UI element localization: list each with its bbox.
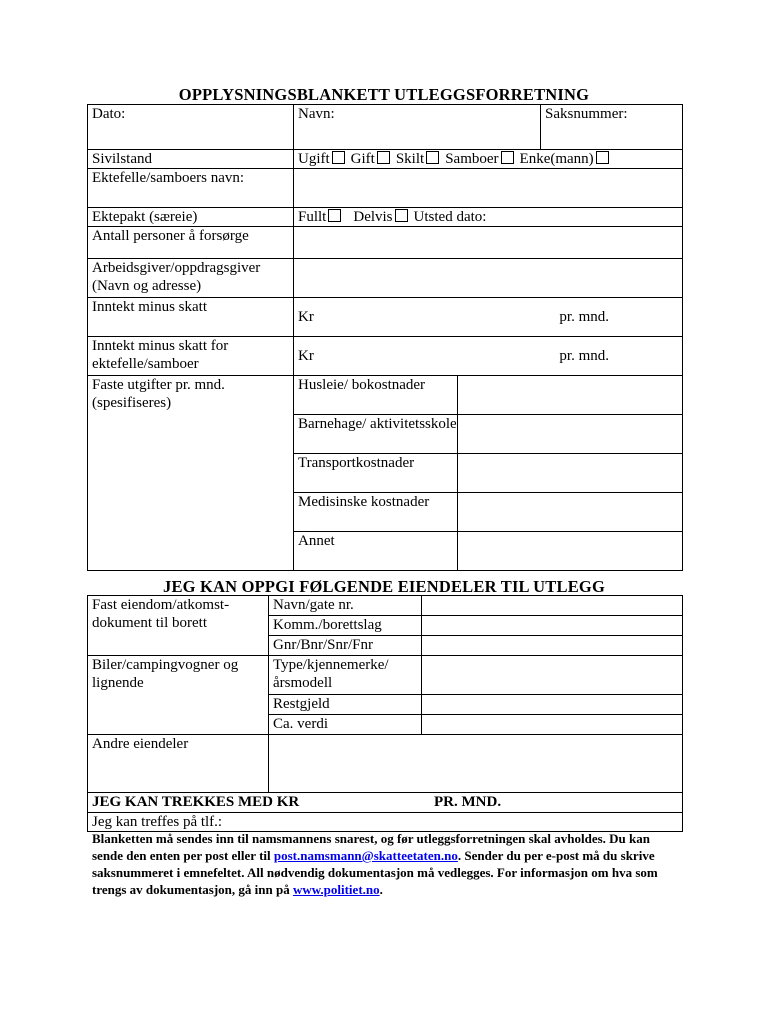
utgift-medisinske-label: Medisinske kostnader [294, 493, 458, 532]
ektefelle-field[interactable] [294, 169, 683, 208]
komm-borettslag-field[interactable] [422, 616, 683, 636]
ektepakt-label: Ektepakt (særeie) [88, 208, 294, 227]
fast-eiendom-label: Fast eiendom/atkomst-dokument til borett [88, 596, 269, 656]
utgift-annet-label: Annet [294, 532, 458, 571]
tlf-row[interactable] [88, 813, 683, 832]
footer-note [92, 830, 672, 898]
dato-field[interactable]: Dato: [88, 105, 294, 150]
type-kjennemerke-field[interactable] [422, 656, 683, 695]
utsted-dato-label: Utsted dato: [413, 209, 487, 225]
restgjeld-label: Restgjeld [269, 695, 422, 715]
option-gift-label: Gift [350, 151, 375, 167]
assets-title: JEG KAN OPPGI FØLGENDE EIENDELER TIL UTLEGG [163, 577, 605, 596]
utgift-medisinske-field[interactable] [458, 493, 683, 532]
politiet-link[interactable]: www.politiet.no [292, 882, 380, 897]
utgift-transport-field[interactable] [458, 454, 683, 493]
info-table [87, 104, 683, 571]
kr-label: Kr [298, 348, 314, 364]
gnr-bnr-label: Gnr/Bnr/Snr/Fnr [269, 636, 422, 656]
biler-label: Biler/campingvogner og lignende [88, 656, 269, 735]
inntekt-ektefelle-field[interactable] [294, 337, 683, 376]
option-skilt-label: Skilt [395, 151, 425, 167]
assets-table [87, 595, 683, 832]
ca-verdi-label: Ca. verdi [269, 715, 422, 735]
ektefelle-label: Ektefelle/samboers navn: [88, 169, 294, 208]
faste-utgifter-label: Faste utgifter pr. mnd. (spesifiseres) [88, 376, 294, 571]
footer-text-3: . [379, 882, 383, 897]
trekk-right-label: PR. MND. [434, 794, 502, 810]
andre-eiendeler-field[interactable] [269, 735, 683, 793]
inntekt-ektefelle-label: Inntekt minus skatt for ektefelle/samboer [88, 337, 294, 376]
ugift-checkbox[interactable] [332, 151, 345, 164]
option-delvis-label: Delvis [353, 209, 393, 225]
gift-checkbox[interactable] [377, 151, 390, 164]
kr-label: Kr [298, 309, 314, 325]
navn-gate-field[interactable] [422, 596, 683, 616]
navn-gate-label: Navn/gate nr. [269, 596, 422, 616]
andre-eiendeler-label: Andre eiendeler [88, 735, 269, 793]
footer-text-1: Blanketten må sendes inn til namsmannens snarest, og før utleggsforretningen skal avholdes. Du kan sende den enten per post eller til [92, 831, 650, 863]
delvis-checkbox[interactable] [395, 209, 408, 222]
type-kjennemerke-label: Type/kjennemerke/ årsmodell [269, 656, 422, 695]
sivilstand-label: Sivilstand [88, 150, 294, 169]
utgift-barnehage-label: Barnehage/ aktivitetsskole [294, 415, 458, 454]
restgjeld-field[interactable] [422, 695, 683, 715]
arbeidsgiver-field[interactable] [294, 259, 683, 298]
option-samboer-label: Samboer [445, 151, 499, 167]
utgift-annet-field[interactable] [458, 532, 683, 571]
option-fullt-label: Fullt [298, 209, 327, 225]
pr-mnd-label: pr. mnd. [559, 309, 610, 325]
utgift-husleie-label: Husleie/ bokostnader [294, 376, 458, 415]
gnr-bnr-field[interactable] [422, 636, 683, 656]
saksnummer-field[interactable]: Saksnummer: [541, 105, 683, 150]
navn-field[interactable]: Navn: [294, 105, 541, 150]
inntekt-field[interactable] [294, 298, 683, 337]
tlf-label: Jeg kan treffes på tlf.: [92, 814, 223, 830]
trekk-left-label: JEG KAN TREKKES MED KR [92, 794, 300, 810]
skilt-checkbox[interactable] [426, 151, 439, 164]
antall-personer-field[interactable] [294, 227, 683, 259]
sivilstand-options [294, 150, 683, 169]
samboer-checkbox[interactable] [501, 151, 514, 164]
ektepakt-options [294, 208, 683, 227]
option-ugift-label: Ugift [298, 151, 330, 167]
utgift-transport-label: Transportkostnader [294, 454, 458, 493]
utgift-husleie-field[interactable] [458, 376, 683, 415]
form-title: OPPLYSNINGSBLANKETT UTLEGGSFORRETNING [178, 85, 590, 104]
utgift-barnehage-field[interactable] [458, 415, 683, 454]
fullt-checkbox[interactable] [328, 209, 341, 222]
option-enke-label: Enke(mann) [519, 151, 594, 167]
antall-personer-label: Antall personer å forsørge [88, 227, 294, 259]
pr-mnd-label: pr. mnd. [559, 348, 610, 364]
arbeidsgiver-label: Arbeidsgiver/oppdragsgiver (Navn og adresse) [88, 259, 294, 298]
komm-borettslag-label: Komm./borettslag [269, 616, 422, 636]
inntekt-label: Inntekt minus skatt [88, 298, 294, 337]
ca-verdi-field[interactable] [422, 715, 683, 735]
email-link[interactable]: post.namsmann@skatteetaten.no [273, 848, 458, 863]
trekk-row[interactable] [88, 793, 683, 813]
footer-text-2: . Sender du per e-post må du skrive saksnummeret i emnefeltet. All nødvendig dokumentasjon må vedlegges. For informasjon om hva som trengs av dokumentasjon, gå inn på [92, 848, 658, 897]
enke-checkbox[interactable] [596, 151, 609, 164]
